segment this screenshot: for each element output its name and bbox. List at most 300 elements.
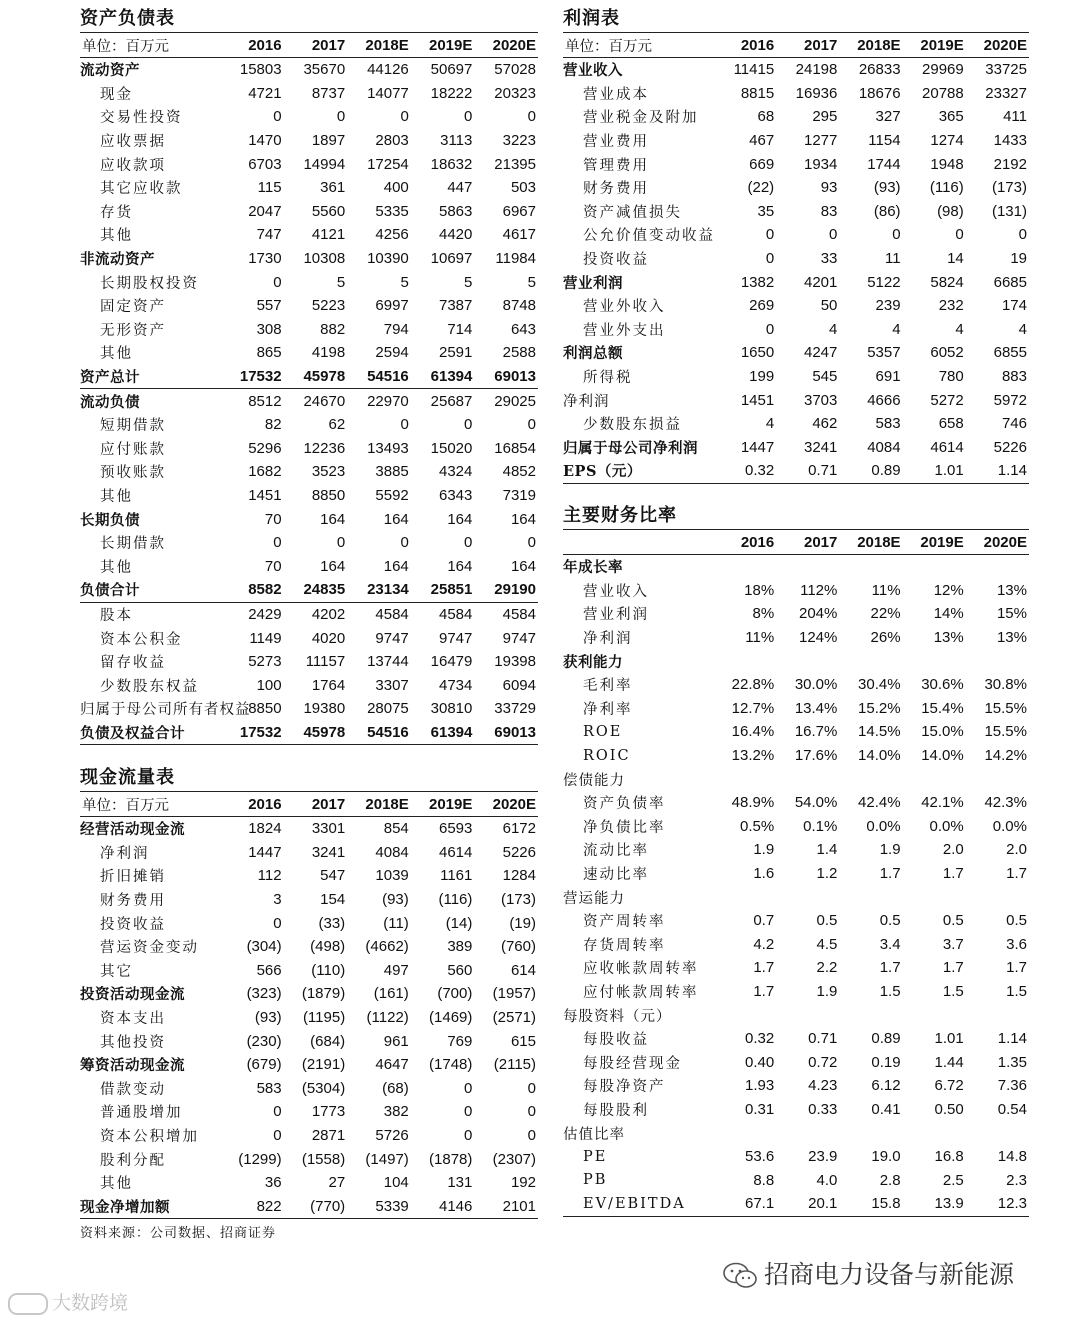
row-value: (93) — [382, 891, 409, 909]
row-value: 1650 — [740, 344, 775, 362]
row-value: 6855 — [993, 344, 1027, 362]
row-value: 0.31 — [744, 1100, 775, 1118]
row-label: 长期股权投资 — [100, 275, 199, 292]
row-value: 8% — [752, 605, 775, 623]
row-value: 1.5 — [1006, 982, 1027, 1000]
row-value: 100 — [256, 676, 282, 694]
table-row — [563, 1003, 1029, 1027]
row-value: 4121 — [311, 226, 346, 244]
row-value: 8737 — [311, 84, 346, 102]
row-value: 361 — [320, 179, 346, 197]
row-value: 23134 — [347, 578, 411, 602]
table-row — [563, 602, 1029, 626]
row-label: 流动比率 — [583, 843, 649, 860]
row-value: 29190 — [474, 578, 538, 602]
row-value: 33 — [820, 250, 838, 268]
table-row — [563, 58, 1029, 82]
table-row — [563, 105, 1029, 129]
table-row — [80, 318, 538, 342]
row-value: 18632 — [430, 155, 473, 173]
row-value: 4 — [955, 320, 964, 338]
row-value: 26% — [870, 629, 901, 647]
row-value: 164 — [510, 510, 536, 528]
row-value: 30810 — [430, 700, 473, 718]
table-row — [80, 270, 538, 294]
row-value: 2594 — [375, 344, 409, 362]
row-value: 54516 — [347, 365, 411, 389]
row-value: 1.01 — [903, 459, 966, 483]
row-value: (4662) — [365, 938, 409, 956]
row-value: 164 — [510, 557, 536, 575]
row-value: 6703 — [248, 155, 282, 173]
row-value: (1878) — [429, 1150, 473, 1168]
row-value: 4584 — [375, 605, 409, 623]
row-value: 5335 — [375, 202, 409, 220]
table-row — [563, 697, 1029, 721]
row-value: 6172 — [502, 820, 536, 838]
row-value: 4 — [829, 320, 838, 338]
table-row — [563, 176, 1029, 200]
row-value: 0.89 — [839, 459, 902, 483]
row-value: 1274 — [930, 132, 964, 150]
row-value: 0 — [527, 1079, 536, 1097]
table-row — [80, 82, 538, 106]
row-value: 15.0% — [921, 723, 964, 741]
row-value: 16.4% — [731, 723, 775, 741]
row-value: 497 — [383, 961, 409, 979]
table-row — [80, 105, 538, 129]
table-row — [563, 341, 1029, 365]
row-label: 交易性投资 — [100, 110, 183, 127]
row-value: 16936 — [795, 84, 838, 102]
year-header: 2020E — [474, 33, 538, 58]
table-row — [563, 223, 1029, 247]
row-value: 6094 — [502, 676, 536, 694]
row-value: 15.4% — [921, 699, 964, 717]
table-row — [80, 1053, 538, 1077]
year-header: 2016 — [220, 792, 284, 817]
row-value: 54.0% — [794, 794, 838, 812]
row-value: 8748 — [502, 297, 536, 315]
row-value: 4614 — [439, 843, 473, 861]
row-value — [903, 649, 966, 673]
table-row — [563, 720, 1029, 744]
row-value: 1447 — [248, 843, 282, 861]
row-value: 2.2 — [816, 959, 838, 977]
row-label: 投资收益 — [583, 252, 649, 269]
row-value: 4734 — [439, 676, 473, 694]
table-row — [563, 980, 1029, 1004]
row-value: 0 — [829, 226, 838, 244]
row-value: 1.7 — [1006, 865, 1027, 883]
row-value: 42.1% — [921, 794, 964, 812]
row-value: 1284 — [502, 867, 536, 885]
table-row — [563, 388, 1029, 412]
row-label: 应付帐款周转率 — [583, 984, 699, 1001]
row-label: 应付账款 — [100, 441, 166, 458]
row-value: 14994 — [303, 155, 346, 173]
row-value: 794 — [383, 320, 409, 338]
row-value: 822 — [220, 1195, 284, 1219]
row-value: 8815 — [740, 84, 775, 102]
row-value — [966, 1121, 1029, 1145]
row-value — [839, 885, 902, 909]
table-row — [80, 389, 538, 413]
row-value: 7387 — [439, 297, 473, 315]
row-value: (93) — [873, 179, 901, 197]
table-row — [80, 484, 538, 508]
row-label: 普通股增加 — [100, 1105, 183, 1122]
row-value: 1934 — [804, 155, 838, 173]
row-label: 经营活动现金流 — [80, 821, 185, 839]
row-value: 164 — [447, 557, 473, 575]
row-value: 18222 — [430, 84, 473, 102]
table-row — [80, 1195, 538, 1219]
row-value: 19398 — [494, 653, 536, 671]
row-value: 2.5 — [942, 1171, 964, 1189]
row-value: 1948 — [930, 155, 964, 173]
row-value: (110) — [311, 961, 346, 979]
row-value: (5304) — [301, 1079, 346, 1097]
row-value: 1.9 — [753, 841, 775, 859]
row-value: 1.5 — [879, 982, 901, 1000]
row-value: 154 — [320, 891, 346, 909]
row-value: 0 — [1018, 226, 1027, 244]
row-value: 545 — [812, 368, 838, 386]
table-row — [563, 862, 1029, 886]
table-row — [563, 579, 1029, 603]
row-value: 3523 — [311, 463, 346, 481]
row-label: 其他投资 — [100, 1034, 166, 1051]
ratios-panel — [563, 503, 1029, 1217]
row-value: (1122) — [366, 1009, 409, 1027]
table-row — [80, 223, 538, 247]
row-value: 19.0 — [871, 1148, 901, 1166]
row-value: 6997 — [375, 297, 409, 315]
balance-sheet-table — [80, 32, 538, 745]
row-label: 存货 — [100, 204, 133, 221]
table-row — [563, 555, 1029, 579]
row-value: 0 — [892, 226, 901, 244]
row-value — [776, 1121, 839, 1145]
row-value: 2.3 — [1006, 1171, 1027, 1189]
row-value: 30.0% — [794, 676, 838, 694]
row-value: 0.89 — [871, 1030, 901, 1048]
row-value: 2.8 — [879, 1171, 901, 1189]
row-value: (98) — [937, 202, 964, 220]
row-value: 1451 — [248, 486, 282, 504]
row-value: 61394 — [411, 365, 475, 389]
row-value: 1.7 — [1006, 959, 1027, 977]
row-value: 33729 — [494, 700, 536, 718]
row-label: 其它应收款 — [100, 181, 183, 198]
row-value: 1773 — [311, 1103, 346, 1121]
row-value: 4020 — [311, 629, 346, 647]
table-row — [80, 1100, 538, 1124]
row-value: 0.33 — [808, 1100, 838, 1118]
row-value — [839, 767, 902, 791]
row-label: 少数股东权益 — [100, 678, 199, 695]
row-value: 5122 — [867, 273, 901, 291]
row-value: 961 — [383, 1032, 409, 1050]
row-value: 269 — [749, 297, 775, 315]
row-label: 资产负债率 — [583, 796, 666, 813]
table-row — [80, 200, 538, 224]
row-value: 44126 — [367, 61, 409, 79]
row-value: (304) — [246, 938, 282, 956]
row-value: 16479 — [430, 653, 473, 671]
row-value: 11157 — [305, 653, 346, 671]
row-label: 非流动资产 — [80, 251, 155, 269]
row-value: 15.5% — [984, 699, 1027, 717]
row-value: 1.7 — [942, 865, 964, 883]
row-value: 389 — [447, 938, 473, 956]
row-value: 2803 — [375, 132, 409, 150]
income-statement-panel — [563, 6, 1029, 484]
row-value: 5357 — [867, 344, 901, 362]
row-value: 1.6 — [753, 865, 775, 883]
row-label: 估值比率 — [563, 1126, 625, 1143]
table-row — [80, 864, 538, 888]
watermark-text: 大数跨境 — [52, 1292, 129, 1314]
row-value: 15% — [996, 605, 1027, 623]
row-value: 0.32 — [744, 1030, 775, 1048]
table-row — [80, 1077, 538, 1101]
row-value: 2.0 — [942, 841, 964, 859]
row-label: 股本 — [100, 607, 133, 624]
row-value: 2429 — [248, 605, 282, 623]
row-value: 6.72 — [934, 1077, 964, 1095]
row-value: 4647 — [375, 1056, 409, 1074]
row-value: 0.7 — [753, 912, 775, 930]
cash-flow-title: 现金流量表 — [80, 767, 175, 788]
row-value: 124% — [799, 629, 838, 647]
row-label: 每股股利 — [583, 1102, 649, 1119]
row-value: (86) — [873, 202, 901, 220]
row-value: 5560 — [311, 202, 346, 220]
table-row — [563, 673, 1029, 697]
row-value: 93 — [820, 179, 838, 197]
row-value — [966, 767, 1029, 791]
row-value: 54516 — [347, 721, 411, 745]
row-value: 4084 — [867, 438, 901, 456]
row-value: (1299) — [238, 1150, 282, 1168]
row-value: 2588 — [502, 344, 536, 362]
row-value: 13% — [933, 629, 964, 647]
table-row — [563, 1050, 1029, 1074]
row-value: 12236 — [303, 439, 346, 457]
row-value: 1.7 — [942, 959, 964, 977]
table-row — [80, 650, 538, 674]
table-row — [563, 1098, 1029, 1122]
table-row — [563, 82, 1029, 106]
year-header: 2018E — [839, 33, 902, 58]
row-value: 1.7 — [753, 959, 775, 977]
row-value: 17.6% — [794, 747, 838, 765]
row-value: 18% — [744, 581, 775, 599]
row-label: 资本公积增加 — [100, 1129, 199, 1146]
row-value: 0 — [765, 226, 775, 244]
brand-label — [722, 1255, 1014, 1291]
row-label: 财务费用 — [583, 181, 649, 198]
row-label: 资本公积金 — [100, 631, 183, 648]
row-value: 1.14 — [966, 459, 1029, 483]
row-value: 16.7% — [794, 723, 838, 741]
row-value: 3113 — [440, 132, 473, 150]
table-row — [80, 673, 538, 697]
row-value: 10308 — [303, 250, 346, 268]
row-value: 15.2% — [858, 699, 901, 717]
row-value: 30.4% — [858, 676, 901, 694]
row-value: 2047 — [248, 202, 282, 220]
row-label: 净利润 — [100, 845, 150, 862]
row-value: 0.5 — [942, 912, 964, 930]
row-value: 5726 — [375, 1127, 409, 1145]
row-value: 33725 — [985, 61, 1027, 79]
row-value: 1764 — [311, 676, 346, 694]
table-row — [563, 247, 1029, 271]
row-value: 1.93 — [744, 1077, 775, 1095]
table-row — [80, 578, 538, 602]
row-label: 其它 — [100, 963, 133, 980]
row-value: 9747 — [439, 629, 473, 647]
table-row — [80, 531, 538, 555]
row-value: 746 — [1001, 415, 1027, 433]
row-value: (173) — [500, 891, 536, 909]
year-header: 2018E — [347, 792, 411, 817]
row-label: 其他 — [100, 559, 133, 576]
row-value: 4614 — [930, 438, 964, 456]
table-row — [563, 1192, 1029, 1216]
row-value: 11 — [884, 250, 901, 268]
row-value: 42.4% — [858, 794, 901, 812]
row-value: 14.0% — [858, 747, 901, 765]
table-header-row — [80, 33, 538, 58]
row-label: ROIC — [583, 747, 631, 764]
row-value: 3307 — [375, 676, 409, 694]
row-value: (1748) — [429, 1056, 473, 1074]
ratios-title: 主要财务比率 — [563, 505, 677, 526]
row-value: (230) — [246, 1032, 282, 1050]
row-value: 12% — [933, 581, 964, 599]
row-value: 13493 — [367, 439, 409, 457]
row-value: 5 — [527, 273, 536, 291]
row-label: 少数股东损益 — [583, 417, 682, 434]
row-value: 3885 — [375, 463, 409, 481]
row-value: 3223 — [502, 132, 536, 150]
unit-label: 单位：百万元 — [563, 33, 713, 58]
row-label: 借款变动 — [100, 1081, 166, 1098]
row-value: 115 — [257, 179, 282, 197]
row-value — [713, 767, 776, 791]
year-header: 2019E — [411, 33, 475, 58]
row-value: 5 — [400, 273, 409, 291]
row-value: 4584 — [502, 605, 536, 623]
table-row — [80, 554, 538, 578]
row-label: EV/EBITDA — [563, 1192, 713, 1216]
row-value: 16.8 — [934, 1148, 964, 1166]
row-value: 4247 — [804, 344, 838, 362]
row-label: 管理费用 — [583, 157, 649, 174]
row-value: 22% — [870, 605, 901, 623]
row-label: PE — [583, 1148, 608, 1165]
row-value: 164 — [383, 510, 409, 528]
row-value — [966, 1003, 1029, 1027]
table-row — [563, 459, 1029, 483]
row-value: 4617 — [502, 226, 536, 244]
row-value: 780 — [938, 368, 964, 386]
row-value: 0 — [464, 1127, 473, 1145]
row-value: 3 — [273, 891, 282, 909]
row-value: 192 — [510, 1174, 536, 1192]
table-row — [80, 365, 538, 389]
row-value: 4198 — [311, 344, 346, 362]
row-label: 负债合计 — [80, 578, 220, 602]
row-value: (14) — [445, 914, 473, 932]
table-row — [80, 58, 538, 82]
row-value: 462 — [812, 415, 838, 433]
row-label: 股利分配 — [100, 1152, 166, 1169]
row-value: 20323 — [494, 84, 536, 102]
row-value: 36 — [264, 1174, 282, 1192]
row-value: 1.2 — [816, 865, 838, 883]
source-note: 资料来源：公司数据、招商证券 — [80, 1226, 277, 1242]
row-value: 13% — [996, 629, 1027, 647]
row-value: 4.2 — [753, 935, 775, 953]
table-row — [80, 959, 538, 983]
table-row — [80, 1006, 538, 1030]
row-label: 每股资料（元） — [563, 1008, 672, 1025]
row-value: (131) — [991, 202, 1027, 220]
year-header: 2020E — [966, 530, 1029, 555]
row-value: 583 — [256, 1079, 282, 1097]
row-value: 0 — [464, 1079, 473, 1097]
row-value: 0.5 — [1006, 912, 1027, 930]
row-value: 164 — [383, 557, 409, 575]
table-row — [563, 365, 1029, 389]
row-value: 566 — [256, 961, 282, 979]
row-label: 现金净增加额 — [80, 1195, 220, 1219]
table-row — [563, 129, 1029, 153]
row-value: 25687 — [430, 392, 473, 410]
row-value: 14077 — [367, 84, 409, 102]
row-value: 1154 — [868, 132, 901, 150]
row-value: 0 — [527, 1127, 536, 1145]
row-value: 0 — [400, 108, 409, 126]
row-value: 400 — [383, 179, 409, 197]
row-value: 327 — [875, 108, 901, 126]
row-value: (116) — [929, 179, 964, 197]
row-label: 营业税金及附加 — [583, 110, 699, 127]
table-header-row — [80, 792, 538, 817]
row-value: 769 — [447, 1032, 473, 1050]
row-value — [903, 885, 966, 909]
year-header: 2020E — [474, 792, 538, 817]
row-value: 1744 — [867, 155, 901, 173]
row-value — [903, 1121, 966, 1145]
row-value: 4.5 — [816, 935, 838, 953]
row-value: 1451 — [740, 391, 775, 409]
row-value — [713, 1003, 776, 1027]
row-value: 883 — [1001, 368, 1027, 386]
row-value: 447 — [447, 179, 473, 197]
row-value: 6685 — [993, 273, 1027, 291]
table-row — [80, 247, 538, 271]
row-value — [776, 767, 839, 791]
row-label: 净利润 — [583, 631, 633, 648]
year-header: 2019E — [903, 530, 966, 555]
row-value: 35 — [757, 202, 775, 220]
